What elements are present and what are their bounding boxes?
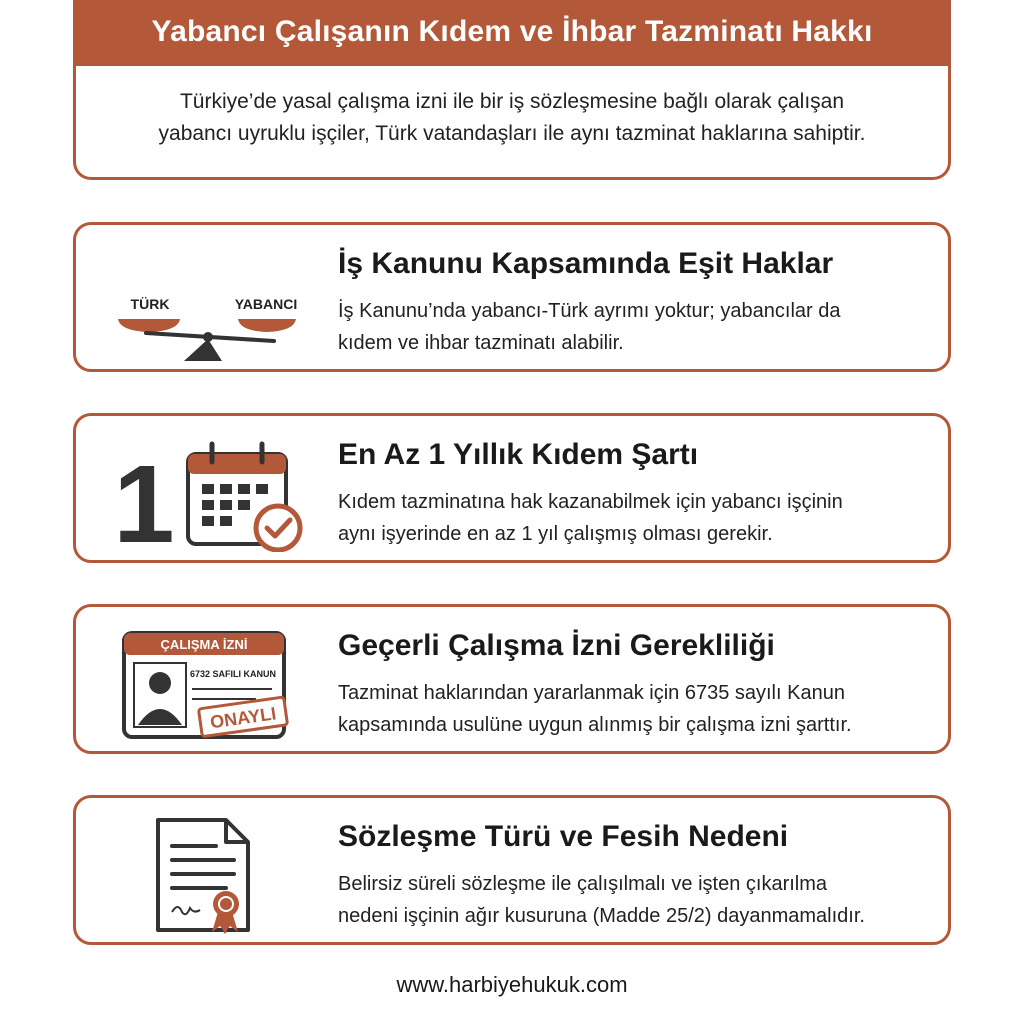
intro-panel — [73, 0, 951, 180]
intro-line-1: Türkiye’de yasal çalışma izni ile bir iş sözleşmesine bağlı olarak çalışan — [179, 90, 845, 113]
intro-line-2: yabancı uyruklu işçiler, Türk vatandaşları ile aynı tazminat haklarına sahiptir. — [158, 122, 866, 145]
work-permit-card-icon — [106, 617, 346, 743]
card-desc-line-1: Kıdem tazminatına hak kazanabilmek için yabancı işçinin — [338, 491, 843, 513]
contract-document-icon — [106, 808, 346, 934]
permit-law-label: 6732 SAFILI KANUN — [190, 669, 277, 679]
card-desc-line-1: İş Kanunu’nda yabancı-Türk ayrımı yoktur; yabancılar da — [338, 300, 841, 322]
card-desc-line-2: aynı işyerinde en az 1 yıl çalışmış olması gerekir. — [338, 523, 773, 545]
card-description — [338, 677, 938, 741]
big-number-one: 1 — [113, 443, 175, 552]
card-desc-line-1: Tazminat haklarından yararlanmak için 6735 sayılı Kanun — [338, 682, 845, 704]
permit-header: ÇALIŞMA İZNİ — [160, 637, 248, 652]
card-desc-line-2: kapsamında usulüne uygun alınmış bir çalışma izni şarttır. — [338, 714, 852, 736]
approved-stamp: ONAYLI — [208, 703, 278, 733]
calendar-check-icon — [106, 426, 346, 552]
scale-right-label: YABANCI — [234, 296, 298, 312]
page-title: Yabancı Çalışanın Kıdem ve İhbar Tazminatı Hakkı — [76, 0, 948, 66]
card-desc-line-2: kıdem ve ihbar tazminatı alabilir. — [338, 332, 624, 354]
balance-scale-icon — [106, 235, 346, 361]
card-seniority — [73, 413, 951, 563]
scale-left-label: TÜRK — [130, 296, 170, 312]
card-contract-type — [73, 795, 951, 945]
card-description — [338, 295, 938, 359]
card-work-permit — [73, 604, 951, 754]
card-desc-line-1: Belirsiz süreli sözleşme ile çalışılmalı ve işten çıkarılma — [338, 873, 828, 895]
card-title: Geçerli Çalışma İzni Gerekliliği — [338, 629, 775, 662]
card-title: Sözleşme Türü ve Fesih Nedeni — [338, 820, 789, 853]
website-link[interactable]: www.harbiyehukuk.com — [396, 972, 628, 997]
intro-text — [76, 86, 948, 150]
card-description — [338, 486, 938, 550]
card-equal-rights — [73, 222, 951, 372]
card-title: En Az 1 Yıllık Kıdem Şartı — [338, 438, 699, 471]
card-desc-line-2: nedeni işçinin ağır kusuruna (Madde 25/2) dayanmamalıdır. — [338, 905, 865, 927]
card-description — [338, 868, 938, 932]
card-title: İş Kanunu Kapsamında Eşit Haklar — [338, 247, 834, 280]
